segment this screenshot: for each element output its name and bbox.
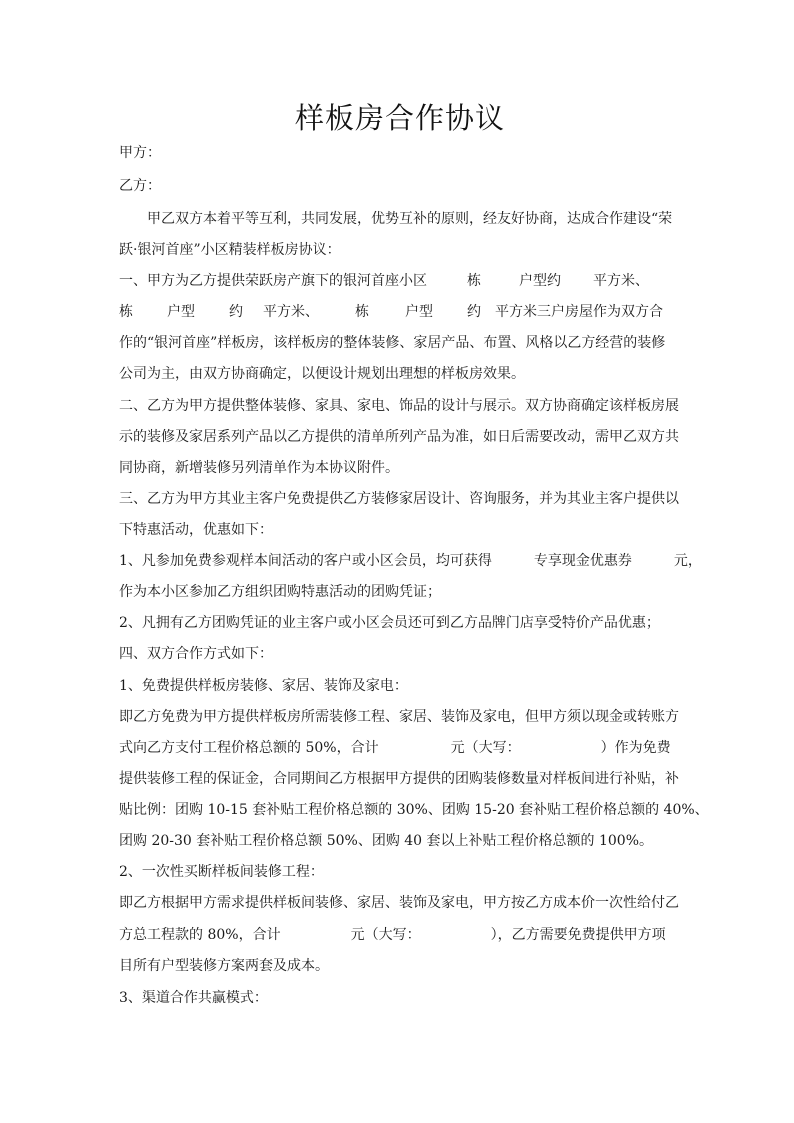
yuan-capital-label: 元（大写： — [450, 740, 521, 756]
building-label: 栋 — [119, 304, 133, 320]
mode1-line-4: 贴比例：团购 10-15 套补贴工程价格总额的 30%、团购 15-20 套补贴工程价格总额的 40%、 — [119, 802, 709, 818]
section3-item1-line-1 — [119, 551, 702, 571]
building-label: 栋 — [467, 273, 481, 289]
coupon-label: 专享现金优惠券 — [533, 553, 632, 569]
section1-line-2 — [119, 302, 681, 322]
unit-type-label: 户型 — [405, 304, 433, 320]
item-text: 1、凡参加免费参观样本间活动的客户或小区会员，均可获得 — [119, 553, 492, 569]
section4-heading: 四、双方合作方式如下： — [119, 646, 273, 662]
sqm-label: 平方米、 — [593, 273, 649, 289]
mode2-line-2 — [119, 925, 681, 945]
document-title: 样板房合作协议 — [294, 101, 505, 135]
party-a-label: 甲方： — [119, 145, 161, 161]
section1-line-3: 作的“银河首座”样板房，该样板房的整体装修、家居产品、布置、风格以乙方经营的装修 — [119, 335, 666, 351]
sqm-label: 平方米、 — [263, 304, 319, 320]
section3-line-1: 三、乙方为甲方其业主客户免费提供乙方装修家居设计、咨询服务，并为其业主客户提供以 — [119, 491, 679, 507]
section3-item2: 2、凡拥有乙方团购凭证的业主客户或小区会员还可到乙方品牌门店享受特价产品优惠； — [119, 615, 660, 631]
yuan-capital-label: 元（大写： — [350, 927, 421, 943]
deposit-text: ）作为免费 — [600, 740, 671, 756]
mode1-line-1: 即乙方免费为甲方提供样板房所需装修工程、家居、装饰及家电，但甲方须以现金或转账方 — [119, 709, 679, 725]
section1-line-1 — [119, 271, 681, 291]
service-text: ），乙方需要免费提供甲方项 — [490, 927, 666, 943]
approx-label: 约 — [229, 304, 243, 320]
mode1-line-5: 团购 20-30 套补贴工程价格总额 50%、团购 40 套以上补贴工程价格总额的 100%。 — [119, 833, 654, 849]
amount-text: 方总工程款的 80%，合计 — [119, 927, 281, 943]
unit-type-label: 户型 — [167, 304, 195, 320]
mode1-line-2 — [119, 738, 681, 758]
yuan-label: 元， — [673, 553, 702, 569]
intro-line-1: 甲乙双方本着平等互利，共同发展，优势互补的原则，经友好协商，达成合作建设“荣 — [147, 211, 673, 227]
section3-item1-line-2: 作为本小区参加乙方组织团购特惠活动的团购凭证； — [119, 584, 441, 600]
section2-line-3: 同协商，新增装修另列清单作为本协议附件。 — [119, 460, 399, 476]
mode1-heading: 1、免费提供样板房装修、家居、装饰及家电： — [119, 678, 408, 694]
mode2-heading: 2、一次性买断样板间装修工程： — [119, 864, 324, 880]
intro-line-2: 跃·银河首座”小区精装样板房协议： — [119, 242, 341, 258]
party-b-label: 乙方： — [119, 178, 161, 194]
approx-label: 约 — [467, 304, 481, 320]
mode2-line-1: 即乙方根据甲方需求提供样板间装修、家居、装饰及家电，甲方按乙方成本价一次性给付乙 — [119, 895, 679, 911]
mode3-heading: 3、渠道合作共赢模式： — [119, 990, 268, 1006]
section2-line-2: 示的装修及家居系列产品以乙方提供的清单所列产品为准，如日后需要改动，需甲乙双方共 — [119, 429, 679, 445]
section1-line-4: 公司为主，由双方协商确定，以便设计规划出理想的样板房效果。 — [119, 366, 525, 382]
mode1-line-3: 提供装修工程的保证金，合同期间乙方根据甲方提供的团购装修数量对样板间进行补贴，补 — [119, 771, 679, 787]
mode2-line-3: 目所有户型装修方案两套及成本。 — [119, 958, 329, 974]
section2-line-1: 二、乙方为甲方提供整体装修、家具、家电、饰品的设计与展示。双方协商确定该样板房展 — [119, 398, 679, 414]
section3-line-2: 下特惠活动，优惠如下： — [119, 522, 273, 538]
amount-text: 式向乙方支付工程价格总额的 50%，合计 — [119, 740, 379, 756]
section1-text: 一、甲方为乙方提供荣跃房产旗下的银河首座小区 — [119, 273, 427, 289]
section1-text: 平方米三户房屋作为双方合 — [495, 304, 663, 320]
unit-type-label: 户型约 — [519, 273, 561, 289]
building-label: 栋 — [355, 304, 369, 320]
